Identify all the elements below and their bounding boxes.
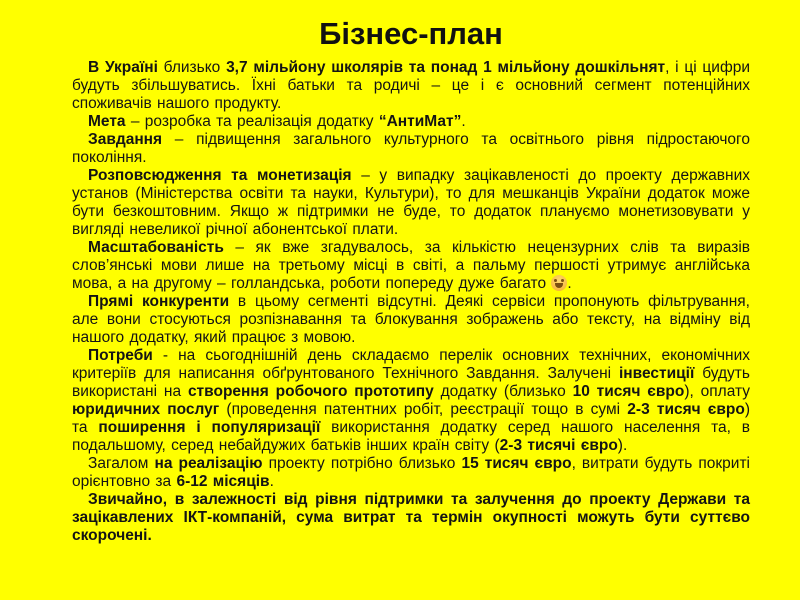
text-run: – підвищення загального культурного та освітнього рівня підростаючого покоління.: [72, 131, 750, 166]
paragraph: [72, 455, 750, 491]
text-run: – розробка та реалізація додатку: [125, 113, 379, 130]
text-run: поширення і популяризації: [98, 419, 321, 436]
text-run: 6-12 місяців: [176, 473, 270, 490]
text-run: 3,7 мільйону школярів та понад 1 мільйону дошкільнят: [226, 59, 666, 76]
text-run: Масштабованість: [88, 239, 224, 256]
text-run: , і ці цифри будуть збільшуватись. Їхні батьки та родичі – це і є основний сегмент потенційних споживачів нашого продукту.: [72, 59, 750, 112]
text-run: Завдання: [88, 131, 163, 148]
text-run: близько: [157, 59, 227, 76]
slide-body: [72, 59, 750, 545]
text-run: Розповсюдження та монетизація: [88, 167, 352, 184]
text-run: на реалізацію: [154, 455, 263, 472]
paragraph: [72, 491, 750, 545]
text-run: 2-3 тисячі євро: [499, 437, 618, 454]
text-run: 2-3 тисяч євро: [627, 401, 745, 418]
text-run: Прямі конкуренти: [88, 293, 230, 310]
text-run: будуть використані на: [72, 365, 750, 400]
paragraph: [72, 59, 750, 113]
paragraph: [72, 131, 750, 167]
text-run: ) та: [72, 401, 750, 436]
text-run: Потреби: [88, 347, 153, 364]
text-run: ).: [617, 437, 628, 454]
text-run: додатку (близько: [433, 383, 573, 400]
paragraph: [72, 239, 750, 293]
text-run: ), оплату: [684, 383, 751, 400]
text-run: - на сьогоднішній день складаємо перелік основних технічних, економічних критеріїв для написання обґрунтованого Технічного Завдання. Залучені: [72, 347, 750, 382]
text-run: інвестиції: [618, 365, 695, 382]
text-run: 10 тисяч євро: [572, 383, 685, 400]
text-run: юридичних послуг: [72, 401, 220, 418]
paragraph: [72, 347, 750, 455]
text-run: створення робочого прототипу: [187, 383, 434, 400]
text-run: проекту потрібно близько: [262, 455, 462, 472]
text-run: в цьому сегменті відсутні. Деякі сервіси пропонують фільтрування, але вони стосуються розпізнавання та блокування зображень або тексту, на відміну від нашого додатку, який працює з мовою.: [72, 293, 750, 346]
text-run: Загалом: [88, 455, 155, 472]
paragraph: [72, 113, 750, 131]
paragraph: [72, 293, 750, 347]
text-run: Звичайно, в залежності від рівня підтримки та залучення до проекту Держави та зацікавлених ІКТ-компаній, сума витрат та термін окупності можуть бути суттєво скорочені.: [72, 491, 750, 544]
text-run: Мета: [88, 113, 126, 130]
smiling-face-emoji: [551, 275, 567, 291]
text-run: “АнтиМат”: [378, 113, 462, 130]
text-run: 15 тисяч євро: [461, 455, 572, 472]
text-run: .: [269, 473, 274, 490]
text-run: , витрати будуть покриті орієнтовно за: [72, 455, 751, 490]
text-run: використання додатку серед нашого населення та, в подальшому, серед небайдужих батьків інших країн світу (: [72, 419, 750, 454]
paragraph: [72, 167, 750, 239]
text-run: – як вже згадувалось, за кількістю нецензурних слів та виразів слов’янські мови лише на третьому місці в світі, а пальму першості утримує англійська мова, а на другому – голландська, роботи попереду дуже багато: [72, 239, 750, 292]
text-run: – у випадку зацікавленості до проекту державних установ (Міністерства освіти та науки, Культури), то для мешканців України додаток може бути безкоштовним. Якщо ж підтримки не буде, то додаток плануємо монетизовувати у вигляді невеликої річної абонентської плати.: [72, 167, 750, 238]
text-run: .: [461, 113, 466, 130]
slide-title: Бізнес-план: [319, 16, 503, 51]
text-run: (проведення патентних робіт, реєстрації тощо в сумі: [219, 401, 628, 418]
text-run: В Україні: [88, 59, 158, 76]
text-run: .: [567, 275, 572, 292]
